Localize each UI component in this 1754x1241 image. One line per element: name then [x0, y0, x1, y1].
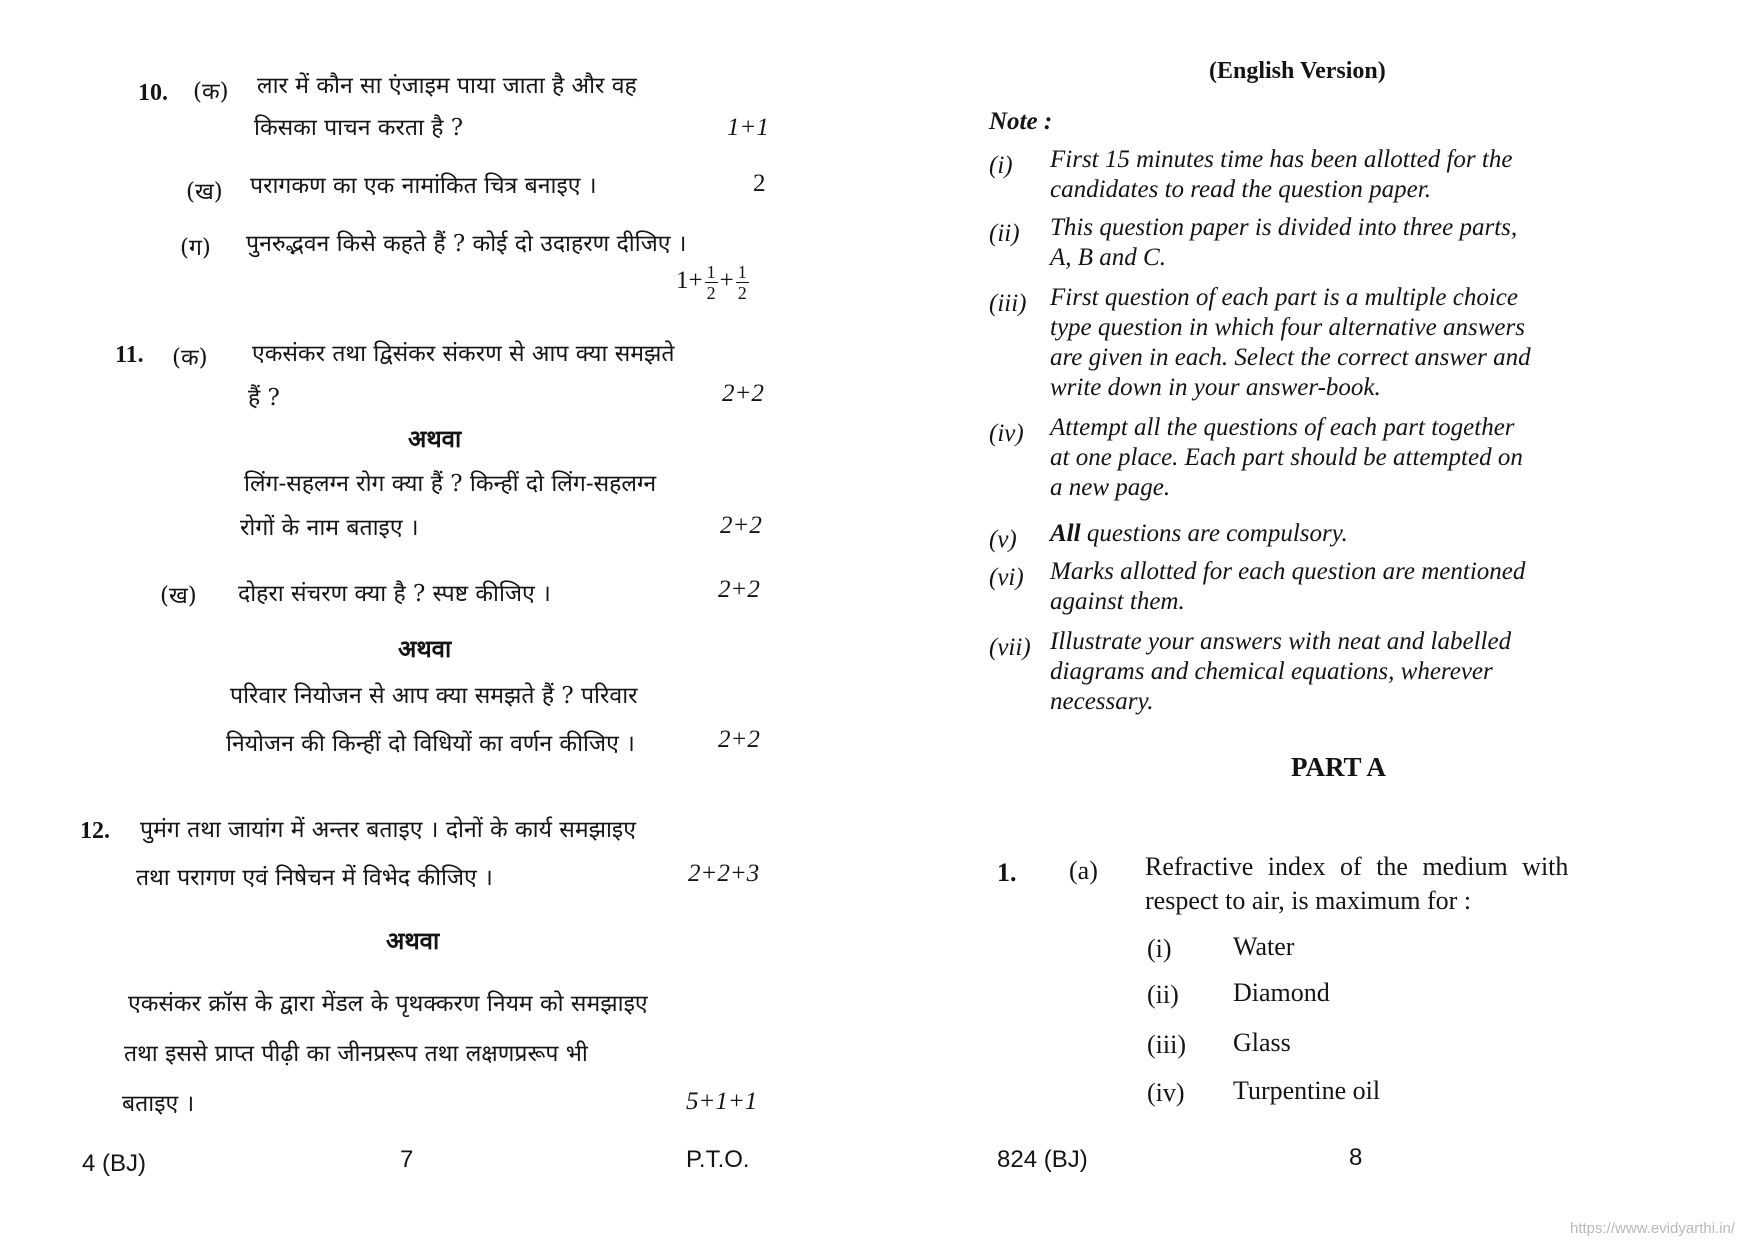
q10-c-marks-plus: + [719, 267, 734, 295]
note-text-line: Illustrate your answers with neat and labelled [1050, 628, 1512, 655]
note-text-line: Marks allotted for each question are mentioned [1050, 558, 1526, 585]
right-page-number: 8 [1349, 1144, 1363, 1171]
watermark-url: https://www.evidyarthi.in/ [1570, 1220, 1736, 1237]
q12-alt-line1: एकसंकर क्रॉस के द्वारा मेंडल के पृथक्करण नियम को समझाइए [128, 991, 648, 1017]
fraction-numerator: 1 [737, 262, 747, 282]
note-text-line: A, B and C. [1050, 244, 1166, 271]
note-text-line: Attempt all the questions of each part together [1050, 414, 1515, 441]
note-label: Note : [989, 108, 1053, 135]
or-heading: अथवा [386, 926, 440, 955]
fraction-denominator: 2 [737, 283, 747, 303]
q12-alt-line3: बताइए । [122, 1091, 195, 1117]
fraction-numerator: 1 [706, 262, 716, 282]
note-text-line: at one place. Each part should be attempted on [1050, 444, 1523, 471]
q11-a-label: (क) [172, 345, 208, 371]
q1-sub-label: (a) [1069, 856, 1098, 885]
q10-b-marks: 2 [753, 170, 766, 197]
q11-alt2-line2: नियोजन की किन्हीं दो विधियों का वर्णन कीजिए । [226, 731, 635, 757]
q11-alt1-marks: 2+2 [720, 512, 762, 539]
option-number: (i) [1147, 934, 1172, 963]
version-heading: (English Version) [1209, 58, 1386, 84]
or-heading: अथवा [398, 634, 452, 663]
option-text: Turpentine oil [1233, 1076, 1381, 1105]
q12-line1: पुमंग तथा जायांग में अन्तर बताइए । दोनों के कार्य समझाइए [140, 817, 636, 843]
pto-label: P.T.O. [686, 1146, 750, 1173]
q10-b-label: (ख) [186, 179, 223, 205]
q12-number: 12. [80, 818, 110, 844]
fraction-half [736, 262, 749, 303]
note-number: (iii) [989, 290, 1027, 317]
part-title: PART A [1291, 752, 1386, 782]
q1-number: 1. [997, 858, 1017, 887]
q11-a-marks: 2+2 [722, 380, 764, 407]
q10-a-label: (क) [193, 79, 229, 105]
q12-alt-marks: 5+1+1 [686, 1088, 758, 1115]
note-text-line: write down in your answer-book. [1050, 374, 1381, 401]
left-footer-code: 4 (BJ) [82, 1150, 147, 1177]
note-number: (vii) [989, 634, 1031, 661]
q10-b-text: परागकण का एक नामांकित चित्र बनाइए । [250, 173, 597, 199]
option-text: Water [1233, 932, 1295, 961]
note-number: (vi) [989, 564, 1024, 591]
note-text-line: First 15 minutes time has been allotted for the [1050, 146, 1513, 173]
q12-marks: 2+2+3 [688, 860, 760, 887]
note-number: (iv) [989, 420, 1024, 447]
note-text-line: First question of each part is a multiple choice [1050, 284, 1518, 311]
q10-c-text: पुनरुद्भवन किसे कहते हैं ? कोई दो उदाहरण दीजिए । [246, 231, 687, 257]
q1-line1: Refractive index of the medium with [1145, 852, 1569, 881]
q11-alt2-marks: 2+2 [718, 726, 760, 753]
note-number: (ii) [989, 220, 1020, 247]
right-page [877, 0, 1754, 1241]
right-footer-code: 824 (BJ) [997, 1146, 1088, 1173]
or-heading: अथवा [408, 424, 462, 453]
q11-number: 11. [115, 342, 144, 368]
note-rest-text: questions are compulsory. [1080, 520, 1348, 547]
note-text-line: type question in which four alternative answers [1050, 314, 1525, 341]
option-number: (ii) [1147, 980, 1179, 1009]
q11-alt1-line1: लिंग-सहलग्न रोग क्या हैं ? किन्हीं दो लिंग-सहलग्न [244, 471, 657, 497]
note-number: (v) [989, 526, 1017, 553]
fraction-half [705, 262, 718, 303]
q10-c-label: (ग) [180, 235, 211, 261]
note-bold-word: All [1050, 520, 1081, 547]
note-number: (i) [989, 152, 1013, 179]
note-text-line: a new page. [1050, 474, 1171, 501]
q10-a-line1: लार में कौन सा एंजाइम पाया जाता है और वह [257, 73, 637, 99]
note-text-line: necessary. [1050, 688, 1154, 715]
q10-c-marks-prefix: 1+ [676, 267, 703, 295]
q1-line2: respect to air, is maximum for : [1145, 886, 1472, 915]
q10-a-marks: 1+1 [727, 114, 769, 141]
note-text-line: This question paper is divided into three parts, [1050, 214, 1518, 241]
q12-alt-line2: तथा इससे प्राप्त पीढ़ी का जीनप्ररूप तथा लक्षणप्ररूप भी [124, 1041, 588, 1067]
note-text-line: against them. [1050, 588, 1185, 615]
q10-c-marks [676, 262, 751, 303]
note-text-line [1050, 520, 1348, 548]
option-number: (iv) [1147, 1078, 1185, 1107]
q11-b-text: दोहरा संचरण क्या है ? स्पष्ट कीजिए । [238, 581, 551, 607]
note-text-line: candidates to read the question paper. [1050, 176, 1431, 203]
q11-alt2-line1: परिवार नियोजन से आप क्या समझते हैं ? परिवार [230, 683, 638, 709]
q11-a-line2: हैं ? [248, 385, 280, 411]
fraction-denominator: 2 [706, 283, 716, 303]
q11-b-label: (ख) [160, 583, 197, 609]
q12-line2: तथा परागण एवं निषेचन में विभेद कीजिए । [136, 865, 493, 891]
option-text: Diamond [1233, 978, 1330, 1007]
option-number: (iii) [1147, 1030, 1186, 1059]
q11-b-marks: 2+2 [718, 576, 760, 603]
left-page-number: 7 [400, 1146, 414, 1173]
q10-number: 10. [138, 80, 168, 106]
q10-a-line2: किसका पाचन करता है ? [254, 115, 464, 141]
option-text: Glass [1233, 1028, 1291, 1057]
q11-a-line1: एकसंकर तथा द्विसंकर संकरण से आप क्या समझते [252, 341, 675, 367]
note-text-line: are given in each. Select the correct answer and [1050, 344, 1531, 371]
q11-alt1-line2: रोगों के नाम बताइए । [240, 515, 419, 541]
note-text-line: diagrams and chemical equations, wherever [1050, 658, 1493, 685]
